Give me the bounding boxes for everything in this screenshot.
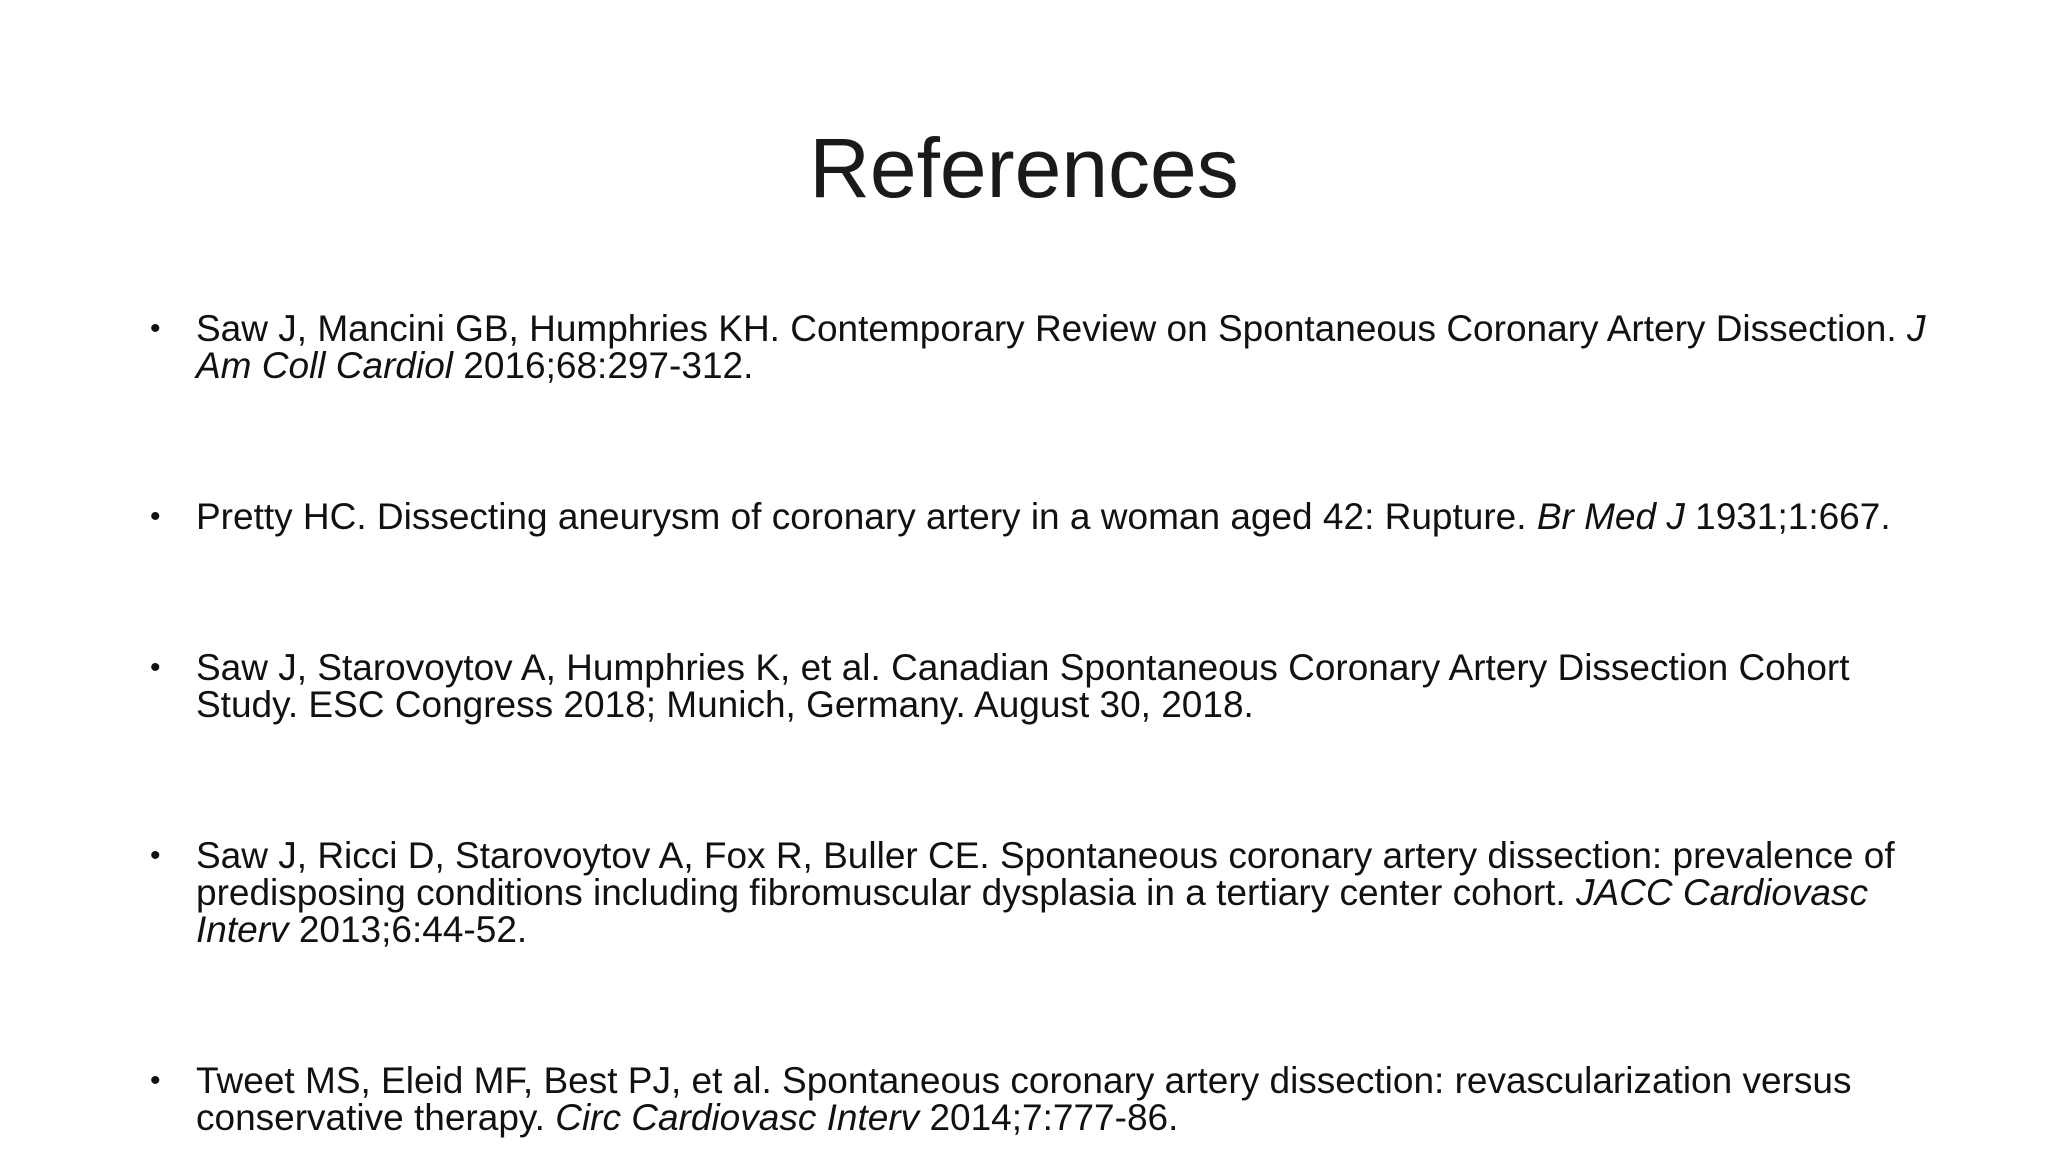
reference-item-4 <box>150 837 1930 948</box>
reference-journal: Circ Cardiovasc Interv <box>555 1097 920 1138</box>
reference-text: Tweet MS, Eleid MF, Best PJ, et al. Spontaneous coronary artery dissection: revascularization versus conservative therapy. <box>196 1060 1852 1138</box>
bullet-icon: • <box>150 312 161 345</box>
slide-title: References <box>809 121 1239 215</box>
reference-text: Pretty HC. Dissecting aneurysm of coronary artery in a woman aged 42: Rupture. <box>196 496 1527 537</box>
reference-citation: 2014;7:777-86. <box>929 1097 1179 1138</box>
reference-journal: J Am Coll Cardiol <box>196 308 1926 386</box>
bullet-icon: • <box>150 839 161 872</box>
reference-item-3 <box>150 649 1930 723</box>
reference-journal: JACC Cardiovasc Interv <box>196 872 1868 950</box>
bullet-icon: • <box>150 500 161 533</box>
reference-item-2 <box>150 498 1930 535</box>
reference-item-1 <box>150 310 1930 384</box>
reference-citation: 2016;68:297-312. <box>463 345 754 386</box>
reference-text: Saw J, Ricci D, Starovoytov A, Fox R, Buller CE. Spontaneous coronary artery dissection: prevalence of predisposing conditions including fibromuscular dysplasia in a tertiary center cohort. <box>196 835 1895 913</box>
reference-list <box>150 310 1930 1136</box>
reference-citation: 1931;1:667. <box>1695 496 1891 537</box>
reference-text: Saw J, Mancini GB, Humphries KH. Contemporary Review on Spontaneous Coronary Artery Dissection. <box>196 308 1897 349</box>
bullet-icon: • <box>150 651 161 684</box>
reference-text: Saw J, Starovoytov A, Humphries K, et al. Canadian Spontaneous Coronary Artery Dissection Cohort Study. ESC Congress 2018; Munich, Germany. August 30, 2018. <box>196 647 1850 725</box>
reference-item-5 <box>150 1062 1930 1136</box>
reference-journal: Br Med J <box>1536 496 1685 537</box>
reference-citation: 2013;6:44-52. <box>298 909 528 950</box>
bullet-icon: • <box>150 1064 161 1097</box>
